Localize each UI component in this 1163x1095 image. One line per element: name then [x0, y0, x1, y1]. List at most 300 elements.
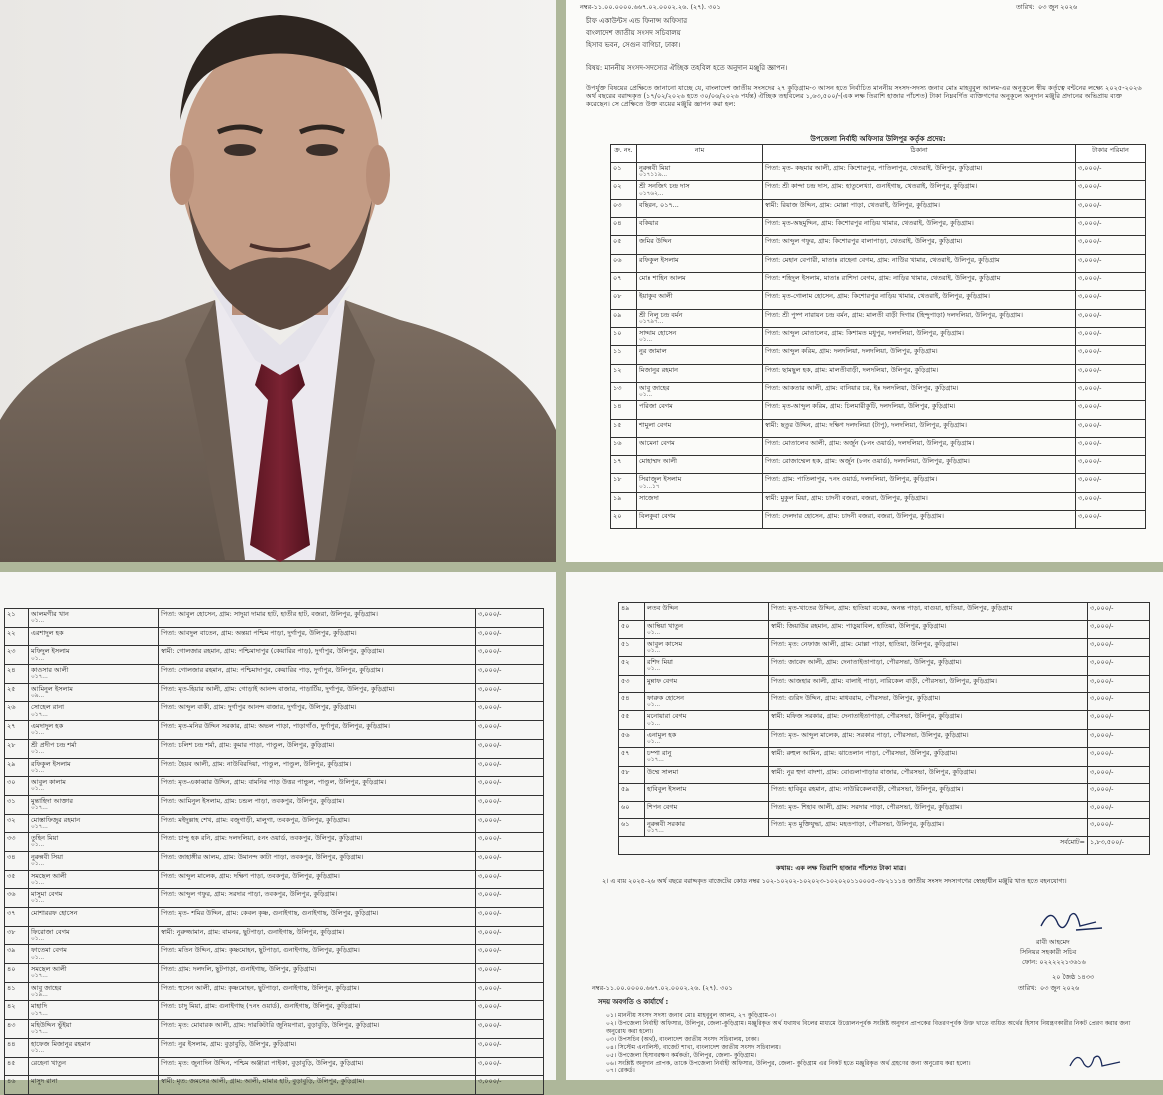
amount-cell-text: ৩,০০০/- — [1090, 604, 1114, 612]
serial-cell-text: ৩২ — [7, 815, 16, 824]
serial-cell — [5, 851, 29, 870]
phone-number: ০১৭৯৭... — [639, 318, 664, 325]
amount-cell-text: ৩,০০০/- — [1078, 182, 1102, 191]
serial-cell — [5, 833, 29, 852]
name-cell-text: এরশাদুল হক — [31, 628, 64, 637]
amount-cell — [476, 721, 544, 740]
bangla-date: ২০ জৈষ্ঠ ১৪৩৩ — [1052, 973, 1095, 981]
address-cell-text: পিতা: জাহাঙ্গীর আলম, গ্রাম: উমানন্দ কাটা পাড়া, তবকপুর, উলিপুর, কুড়িগ্রাম। — [161, 852, 364, 861]
name-cell — [645, 819, 769, 837]
table-row — [611, 492, 1146, 510]
address-cell-text: স্বামী: গোলজার রহমান, গ্রাম: পশ্চিমাদাপুর (কেয়ারির পাড়), দুর্গাপুর, উলিপুর, কুড়িগ্রাম। — [161, 647, 385, 656]
address-cell — [159, 777, 476, 796]
serial-cell-text: ০৯ — [613, 310, 622, 319]
address-cell-text: পিতা: মৃত: নেফাজ আলী, গ্রাম: মোল্লা পাড়া, হাতিয়া, উলিপুর, কুড়িগ্রাম। — [771, 639, 959, 648]
name-cell-text: চম্পা রানু — [647, 749, 672, 758]
name-cell — [637, 254, 763, 272]
serial-cell-text: ৬১ — [621, 820, 630, 829]
table-row — [619, 675, 1150, 693]
name-cell — [645, 729, 769, 747]
address-cell-text: পিতা: আবুল হোসেন, গ্রাম: সাদুয়া দামার হাট, হাতীর হাট, বজরা, উলিপুর, কুড়িগ্রাম। — [161, 610, 378, 618]
address-cell — [159, 758, 476, 777]
phone-number: ০১... — [647, 647, 661, 654]
table-row — [5, 627, 544, 646]
serial-cell — [5, 1001, 29, 1020]
phone-number: ০১... — [647, 666, 661, 673]
address-cell — [159, 945, 476, 964]
table-row — [5, 665, 544, 684]
serial-cell — [5, 982, 29, 1001]
amount-cell — [1076, 163, 1146, 181]
name-cell — [29, 833, 159, 852]
table-row — [5, 964, 544, 983]
address-cell-text: পিতা: শহিদুল ইসলাম, মাতাঃ রাশিদা বেগম, গ্রাম: নাড়ির খামার, থেতরাই, উলিপুর, কুড়িগ্রাম — [765, 273, 1001, 282]
table-row — [619, 784, 1150, 802]
phone-number: ০১৭... — [31, 674, 48, 681]
amount-cell-text: ৩,০০০/- — [478, 1021, 502, 1030]
amount-cell — [1088, 657, 1150, 675]
serial-cell — [5, 814, 29, 833]
name-cell-text: মাসুমা বেগম — [31, 890, 63, 899]
address-cell — [159, 982, 476, 1001]
name-cell-text: নুরুন্নবী মিয়া — [639, 164, 671, 173]
name-cell-text: ইয়াকুব আলী — [639, 292, 673, 301]
serial-cell-text: ০৬ — [613, 255, 622, 264]
name-cell — [29, 795, 159, 814]
copy-item: ০৫। উপজেলা হিসাবরক্ষণ কর্মকর্তা, উলিপুর, জেলা- কুড়িগ্রাম। — [606, 1051, 757, 1059]
table-row — [5, 646, 544, 665]
name-cell — [637, 236, 763, 254]
table-row — [611, 181, 1146, 199]
address-cell — [763, 456, 1076, 474]
amount-cell-text: ৩,০০০/- — [1078, 328, 1102, 337]
amount-cell-text: ৩,০০০/- — [1090, 694, 1114, 703]
phone-number: ০১... — [31, 1047, 45, 1054]
address-cell — [769, 603, 1088, 621]
table-caption: উপজেলা নির্বাহী অফিসার উলিপুর কর্তৃক প্রদেয়: — [810, 135, 946, 143]
amount-cell-text: ৩,০০০/- — [1090, 785, 1114, 794]
address-cell — [159, 1038, 476, 1057]
address-cell — [159, 739, 476, 758]
address-cell-text: পিতা: আব্দুল বাকী, গ্রাম: দুর্গাপুর আনন্দ বাজার, দুর্গাপুর, উলিপুর, কুড়িগ্রাম। — [161, 703, 357, 712]
address-cell-text: পিতা: নুর ইসলাম, গ্রাম: বুড়াবুড়ি, উলিপুর, কুড়িগ্রাম। — [161, 1039, 297, 1048]
amount-cell — [476, 889, 544, 908]
recipients-table-continued — [4, 608, 544, 1095]
amount-cell-text: ৩,০০০/- — [1090, 676, 1114, 685]
amount-cell-text: ৩,০০০/- — [478, 946, 502, 955]
date-label-2: তারিখ: — [1018, 984, 1037, 992]
amount-cell — [476, 851, 544, 870]
table-row — [5, 739, 544, 758]
serial-cell — [611, 199, 637, 217]
serial-cell — [611, 254, 637, 272]
name-cell-text: মোঃ শাহিন আলম — [639, 273, 686, 282]
amount-cell — [476, 833, 544, 852]
copy-item: ০৪। সিস্টেম এনালিস্ট, বাজেট শাখা, বাংলাদেশ জাতীয় সংসদ সচিবালয়। — [606, 1043, 781, 1051]
address-cell — [769, 729, 1088, 747]
table-row — [619, 657, 1150, 675]
address-cell-text: পিতা: চলিশ চন্দ্র শর্মা, গ্রাম: কুমার পাড়া, পাণ্ডুল, উলিপুর, কুড়িগ্রাম। — [161, 740, 335, 749]
address-cell-text: স্বামী: রুহুল আমিন, গ্রাম: ঝাতেলান পাড়া, পৌরসভা, উলিপুর, কুড়িগ্রাম। — [771, 749, 958, 758]
address-cell-text: পিতা: মৃত- আব্দুল মালেক, গ্রাম: সরকার পাড়া, পৌরসভা, উলিপুর, কুড়িগ্রাম। — [771, 730, 969, 739]
name-cell — [637, 346, 763, 364]
address-cell-text: পিতা: আব্দুল গফুর, গ্রাম: সরদার পাড়া, তবকপুর, উলিপুর, কুড়িগ্রাম। — [161, 890, 338, 899]
address-cell — [159, 627, 476, 646]
amount-cell — [1076, 218, 1146, 236]
addressee-line-3: হিসাব ভবন, সেগুন বাগিচা, ঢাকা। — [586, 41, 681, 49]
serial-cell — [611, 382, 637, 400]
name-cell-text: সাদ্দাম হোসেন — [639, 328, 677, 337]
address-cell-text: পিতা: মৃত-খাতের উদ্দিন, গ্রাম: হাতিয়া বকের, অনন্ত পাড়া, বাগুয়া, হাতিয়া, উলিপুর, কুড়িগ্রাম — [771, 604, 1013, 612]
signer-title: সিনিয়র সহকারী সচিব — [1020, 948, 1077, 956]
name-cell-text: সমছেল আলী — [31, 965, 67, 974]
name-cell — [29, 721, 159, 740]
phone-number: ০১৭... — [31, 711, 48, 718]
amount-cell-text: ৩,০০০/- — [1078, 347, 1102, 356]
address-cell-text: পিতা: আব্দুল মালেক, গ্রাম: দক্ষিণ পাড়া, তবকপুর, উলিপুর, কুড়িগ্রাম। — [161, 871, 340, 880]
name-cell-text: এনামুল হক — [647, 730, 677, 739]
copy-item: ০১। মাননীয় সংসদ সদস্য জনাব মোঃ মাহবুবুল আলম, ২৭ কুড়িগ্রাম-৩। — [606, 1012, 777, 1019]
table-row — [619, 638, 1150, 656]
address-cell — [763, 492, 1076, 510]
col-name: নাম — [637, 144, 763, 162]
portrait-photo — [0, 0, 556, 562]
table-row — [5, 814, 544, 833]
address-cell — [763, 199, 1076, 217]
amount-cell-text: ৩,০০০/- — [478, 778, 502, 787]
amount-cell — [1076, 401, 1146, 419]
name-cell-text: রফিকুল ইসলাম — [639, 255, 679, 264]
name-cell-text: হাবিবুল ইসলাম — [647, 785, 687, 794]
address-cell-text: পিতা: মতিন উদ্দিন, গ্রাম: কৃষ্ণমোহন, ছুটপাড়া, গুনাইগাছ, উলিপুর, কুড়িগ্রাম। — [161, 946, 360, 955]
table-row — [611, 309, 1146, 327]
name-cell-text: আবু জাহের — [639, 383, 670, 392]
address-cell — [763, 309, 1076, 327]
amount-cell — [1076, 181, 1146, 199]
name-cell — [29, 1076, 159, 1095]
address-cell — [763, 511, 1076, 529]
serial-cell-text: ২৬ — [7, 703, 16, 712]
name-cell — [29, 1038, 159, 1057]
phone-number: ০১... — [31, 767, 45, 774]
name-cell-text: সাজেদা — [639, 493, 659, 502]
serial-cell — [5, 721, 29, 740]
phone-number: ০১৭... — [31, 805, 48, 811]
address-cell-text: স্বামী: নুর হুদা বাদশা, গ্রাম: বোগুলাপাড়ার বাজার, পৌরসভা, উলিপুর, কুড়িগ্রাম। — [771, 767, 977, 776]
col-amount: টাকার পরিমান — [1076, 144, 1146, 162]
phone-number: ০১... — [31, 730, 45, 737]
amount-cell-text: ৩,০০০/- — [478, 965, 502, 974]
address-cell-text: পিতা: মৃত-হিয়ার আলী, গ্রাম: গোড়াই আনন্দ বাজার, পাড়ার্টিয়, দুর্গাপুর, উলিপুর, কুড়িগ্রাম। — [161, 684, 395, 693]
amount-cell-text: ৩,০০০/- — [478, 983, 502, 992]
address-cell — [159, 1057, 476, 1076]
serial-cell-text: ০৭ — [613, 273, 622, 282]
table-row — [619, 748, 1150, 766]
amount-cell — [476, 964, 544, 983]
table-row — [5, 851, 544, 870]
date-label: তারিখ: — [1016, 3, 1035, 11]
amount-cell-text: ৩,০০০/- — [478, 1002, 502, 1011]
amount-cell — [476, 609, 544, 628]
address-cell — [763, 382, 1076, 400]
phone-number: ০১... — [31, 861, 45, 868]
name-cell-text: ফিরোজা বেগম — [31, 927, 70, 936]
name-cell — [29, 627, 159, 646]
subject-line: বিষয়: মাননীয় সংসদ-সদস্যের ঐচ্ছিক তহবিল হতে অনুদান মঞ্জুরি জ্ঞাপন। — [586, 64, 788, 72]
serial-cell — [619, 711, 645, 729]
name-cell — [29, 982, 159, 1001]
phone-number: ০১... — [31, 618, 45, 625]
amount-cell-text: ৩,০০০/- — [1090, 749, 1114, 758]
serial-cell — [611, 346, 637, 364]
address-cell-text: পিতা: মৃত- শমির উদ্দিন, গ্রাম: কেবল কৃষ্ণ, গুনাইগাছ, গুনাইগাছ, উলিপুর, কুড়িগ্রাম। — [161, 909, 379, 917]
serial-cell-text: ০৮ — [613, 292, 622, 301]
name-cell — [645, 675, 769, 693]
serial-cell — [619, 675, 645, 693]
amount-cell — [476, 982, 544, 1001]
table-row — [5, 795, 544, 814]
name-cell-text: মিজানুর রহমান — [639, 365, 679, 374]
address-cell-text: পিতা: রোজাম্মেল হক, গ্রাম: অর্জুন (৮নং ওয়ার্ড), দলদলিয়া, উলিপুর, কুড়িগ্রাম। — [765, 457, 970, 466]
amount-cell-text: ৩,০০০/- — [478, 927, 502, 936]
amount-cell-text: ৩,০০০/- — [478, 815, 502, 824]
phone-number: ০১... — [31, 786, 45, 793]
amount-cell-text: ৩,০০০/- — [478, 1058, 502, 1067]
name-cell — [29, 889, 159, 908]
copy-heading: সদয় অবগতি ও কার্যার্থে : — [598, 998, 669, 1006]
amount-cell — [476, 1001, 544, 1020]
name-cell-text: মাহাদি — [31, 1002, 48, 1011]
serial-cell-text: ৫৮ — [621, 767, 630, 776]
letter-date-2: ০৩ জুন ২০২৬ — [1040, 984, 1080, 992]
portrait-image — [0, 0, 556, 562]
serial-cell — [5, 1038, 29, 1057]
amount-cell — [1076, 419, 1146, 437]
amount-cell-text: ৩,০০০/- — [1078, 292, 1102, 301]
serial-cell-text: ০৫ — [613, 237, 622, 246]
amount-cell — [1088, 819, 1150, 837]
address-cell — [159, 646, 476, 665]
address-cell-text: পিতা: মৃত-মনির উদ্দিন সরকার, গ্রাম: অভল পাড়া, পাড়াগাঁও, দুর্গাপুর, উলিপুর, কুড়িগ্রাম। — [161, 722, 390, 731]
amount-cell — [476, 870, 544, 889]
serial-cell — [5, 1020, 29, 1039]
table-header-row — [611, 144, 1146, 162]
name-cell — [29, 1001, 159, 1020]
address-cell-text: পিতা: আব্দুল গফুর, গ্রাম: কিশোরপুর বালাপাড়া, থেতরাই, উলিপুর, কুড়িগ্রাম। — [765, 237, 963, 246]
table-row — [5, 1057, 544, 1076]
serial-cell — [611, 364, 637, 382]
amount-cell-text: ৩,০০০/- — [478, 834, 502, 843]
address-cell-text: পিতা: গুরিদ উদ্দিন, গ্রাম: মাধবরাম, পৌরসভা, উলিপুর, কুড়িগ্রাম। — [771, 694, 941, 703]
name-cell — [29, 1057, 159, 1076]
table-row — [611, 401, 1146, 419]
address-cell — [159, 721, 476, 740]
amount-cell — [476, 683, 544, 702]
serial-cell-text: ৩০ — [7, 778, 16, 787]
name-cell-text: ফারুক হোসেন — [647, 694, 684, 703]
name-cell — [29, 851, 159, 870]
serial-cell — [611, 218, 637, 236]
address-cell — [763, 181, 1076, 199]
address-cell — [763, 236, 1076, 254]
amount-cell — [1088, 801, 1150, 819]
address-cell — [159, 1076, 476, 1095]
address-cell — [159, 609, 476, 628]
serial-cell — [611, 291, 637, 309]
name-cell-text: মোশাররফ হোসেন — [31, 909, 78, 917]
address-cell-text: পিতা: শ্রী কান্দা চন্দ্র দাস, গ্রাম: হাতুলেখ্যা, গুনাইগাছ, থেতরাই, উলিপুর, কুড়িগ্রাম। — [765, 182, 978, 191]
serial-cell-text: ৫৩ — [621, 676, 630, 685]
amount-cell-text: ৩,০০০/- — [1078, 237, 1102, 246]
address-cell-text: পিতা: দেলদার হোসেন, গ্রাম: চাদনী বজরা, বজরা, উলিপুর, কুড়িগ্রাম। — [765, 512, 944, 521]
serial-cell-text: ৪৩ — [7, 1021, 16, 1030]
phone-number: ০১৯... — [31, 991, 48, 998]
serial-cell-text: ৫৯ — [621, 785, 630, 794]
name-cell-text: আবুল কালাম — [31, 778, 66, 787]
name-cell — [637, 309, 763, 327]
name-cell — [29, 926, 159, 945]
serial-cell-text: ১৫ — [613, 420, 622, 429]
name-cell — [637, 474, 763, 492]
amount-cell-text: ৩,০০০/- — [478, 684, 502, 693]
amount-cell-text: ৩,০০০/- — [1078, 255, 1102, 264]
copy-item: ০২। উপজেলা নির্বাহী অফিসার, উলিপুর, জেলা-কুড়িগ্রাম। মঞ্জুরিকৃত অর্থ যথাযথ বিলের মাধ্যমে উত্তোলনপূর্বক সংশ্লিষ্ট অনুদান প্রাপকের বিতরণপূর্বক উক্ত খাতে ব্যয়িত অর্থের হিসাব নিয়ন্ত্রণকারীর নিকট প্রেরণ করার জন্য অনুরোধ করা হলো। — [606, 1019, 1131, 1035]
signer-name: রাবী আহমেদ — [1036, 938, 1070, 946]
address-cell-text: পিতা: মেহান বেপারী, মাতাঃ রাহেনা বেগম, গ্রাম: নাউির খামার, থেতরাই, উলিপুর, কুড়িগ্রাম — [765, 255, 1000, 264]
address-cell-text: পিতা: মইদুল্লাহ শেখ, গ্রাম: বজুগাড়ী, মালুগা, তবকপুর, উলিপুর, কুড়িগ্রাম। — [161, 815, 350, 824]
letter-date: ০৩ জুন ২০২৬ — [1038, 3, 1078, 11]
serial-cell — [5, 683, 29, 702]
serial-cell — [619, 729, 645, 747]
serial-cell-text: ১৬ — [613, 438, 622, 447]
amount-cell-text: ৩,০০০/- — [1078, 273, 1102, 282]
name-cell — [645, 801, 769, 819]
address-cell — [763, 346, 1076, 364]
phone-number: ০১৭... — [647, 828, 664, 835]
copy-item: ০৭। রেকর্ড। — [606, 1067, 635, 1075]
name-cell-text: এমদাদুল হক — [31, 722, 64, 731]
address-cell-text: পিতা: আমিনুল ইসলাম, গ্রাম: চন্ডল পাড়া, তবকপুর, উলিপুর, কুড়িগ্রাম। — [161, 796, 345, 805]
table-row — [619, 801, 1150, 819]
name-cell-text: মনোয়ারা বেগম — [647, 712, 687, 721]
amount-cell — [476, 1076, 544, 1095]
address-cell — [763, 291, 1076, 309]
serial-cell-text: ৫১ — [621, 639, 630, 648]
name-cell — [637, 272, 763, 290]
name-cell-text: বিলকুবা বেগম — [639, 512, 676, 521]
address-cell — [159, 889, 476, 908]
table-row — [611, 254, 1146, 272]
col-serial: ক্র. নং. — [611, 144, 637, 162]
address-cell-text: পিতা: মৃত- কছমার আলী, গ্রাম: কিশোরপুর, পাতিলাপুর, থেতরাই, উলিপুর, কুড়িগ্রাম। — [765, 164, 983, 173]
serial-cell — [611, 272, 637, 290]
amount-cell — [1076, 291, 1146, 309]
amount-cell-text: ৩,০০০/- — [1090, 730, 1114, 739]
serial-cell-text: ১৮ — [613, 475, 622, 484]
name-cell-text: রেহেনা খাতুন — [31, 1058, 66, 1067]
amount-cell-text: ৩,০০০/- — [1078, 310, 1102, 319]
serial-cell — [5, 702, 29, 721]
table-row — [5, 889, 544, 908]
address-cell-text: পিতা: হুসেন আলী, গ্রাম: কৃষ্ণমোহন, ছুটপাড়া, গুনাইগাছ, উলিপুর, কুড়িগ্রাম। — [161, 983, 360, 992]
name-cell — [637, 437, 763, 455]
serial-cell-text: ৪৯ — [621, 604, 630, 612]
phone-number: ০১৭... — [31, 823, 48, 830]
address-cell-text: পিতা: মৃত: মোবারক আলী, গ্রাম: দারকিটারি জুনিয়পারা, বুড়াবুড়ি, উলিপুর, কুড়িগ্রাম। — [161, 1021, 380, 1030]
address-cell — [769, 693, 1088, 711]
serial-cell-text: ২৮ — [7, 740, 16, 749]
address-cell-text: পিতা: চান্দু হক রনি, গ্রাম: দলদলিয়া, ৫নং ওয়ার্ড, তবকপুর, উলিপুর, কুড়িগ্রাম। — [161, 834, 363, 843]
serial-cell — [611, 401, 637, 419]
amount-cell-text: ৩,০০০/- — [1078, 219, 1102, 228]
amount-cell — [1076, 511, 1146, 529]
name-cell — [637, 163, 763, 181]
table-row — [5, 702, 544, 721]
name-cell-text: সিরাজুল ইসলাম — [639, 475, 682, 484]
amount-cell-text: ৩,০০০/- — [478, 796, 502, 805]
amount-cell-text: ৩,০০০/- — [478, 890, 502, 899]
address-cell-text: স্বামী: মফিজ সরকার, গ্রাম: দেনাতাইতাপাড়া, পৌরসভা, উলিপুর, কুড়িগ্রাম। — [771, 712, 963, 721]
address-cell-text: পিতা: আব্দুল মোতালেব, গ্রাম: কিশামত মধুপুর, দলদলিয়া, উলিপুর, কুড়িগ্রাম। — [765, 328, 964, 337]
address-cell-text: স্বামী: ছতুর উদ্দিন, গ্রাম: দক্ষিণ দলদলিয়া (টাপু), দলদলিয়া, উলিপুর, কুড়িগ্রাম। — [765, 420, 967, 429]
address-cell — [159, 870, 476, 889]
total-label: সর্বমোট= — [619, 837, 1088, 855]
name-cell — [29, 702, 159, 721]
table-row — [611, 291, 1146, 309]
address-cell-text: পিতা: হৈয়ব আলী, গ্রাম: নাউবিরদিয়া, পাণ্ডুল, পাণ্ডুল, উলিপুর, কুড়িগ্রাম। — [161, 759, 352, 768]
addressee-line-2: বাংলাদেশ জাতীয় সংসদ সচিবালয় — [586, 29, 681, 37]
serial-cell — [611, 474, 637, 492]
name-cell-text: নুর জামাল — [639, 347, 667, 356]
serial-cell — [5, 646, 29, 665]
table-row — [619, 620, 1150, 638]
serial-cell — [619, 748, 645, 766]
amount-cell-text: ৩,০০০/- — [478, 740, 502, 749]
amount-cell-text: ৩,০০০/- — [1078, 383, 1102, 392]
phone-number: ০১৭... — [31, 1010, 48, 1017]
copy-item: ০৬। সংশ্লিষ্ট অনুদান প্রাপক, তাকে উপজেলা নির্বাহী অফিসার, উলিপুর, জেলা- কুড়িগ্রাম এর নিকট হতে মঞ্জুরিকৃত অর্থ গ্রহণের জন্য অনুরোধ করা হলো। — [606, 1059, 971, 1067]
phone-number: ০১৭... — [31, 973, 48, 980]
amount-cell — [1076, 327, 1146, 345]
table-row — [5, 777, 544, 796]
amount-cell — [1088, 638, 1150, 656]
address-cell — [763, 474, 1076, 492]
table-row — [611, 218, 1146, 236]
amount-cell-text: ৩,০০০/- — [478, 610, 502, 618]
phone-number: ০১৭৬২... — [639, 190, 664, 197]
serial-cell-text: ৪৫ — [7, 1058, 16, 1067]
serial-cell-text: ৪৬ — [7, 1077, 16, 1086]
phone-number: ০১... — [31, 898, 45, 905]
amount-cell — [1076, 199, 1146, 217]
serial-cell — [5, 945, 29, 964]
signature-mark-2 — [1066, 1048, 1126, 1074]
name-cell-text: রফিকুল ইসলাম — [31, 759, 71, 768]
amount-cell — [1076, 254, 1146, 272]
address-cell — [159, 851, 476, 870]
serial-cell — [619, 784, 645, 802]
table-row — [611, 346, 1146, 364]
amount-cell-text: ৩,০০০/- — [1090, 767, 1114, 776]
phone-number: ০১... — [31, 842, 45, 849]
phone-number: ০১... — [31, 954, 45, 961]
address-cell-text: পিতা: গ্রাম: পাতিলাপুর, ৭নং ওয়ার্ড, দলদলিয়া, উলিপুর, কুড়িগ্রাম। — [765, 475, 938, 484]
amount-cell — [476, 646, 544, 665]
serial-cell — [611, 419, 637, 437]
amount-cell-text: ৩,০০০/- — [1078, 365, 1102, 374]
name-cell-text: আলমগীর খান — [31, 610, 69, 618]
serial-cell — [611, 236, 637, 254]
